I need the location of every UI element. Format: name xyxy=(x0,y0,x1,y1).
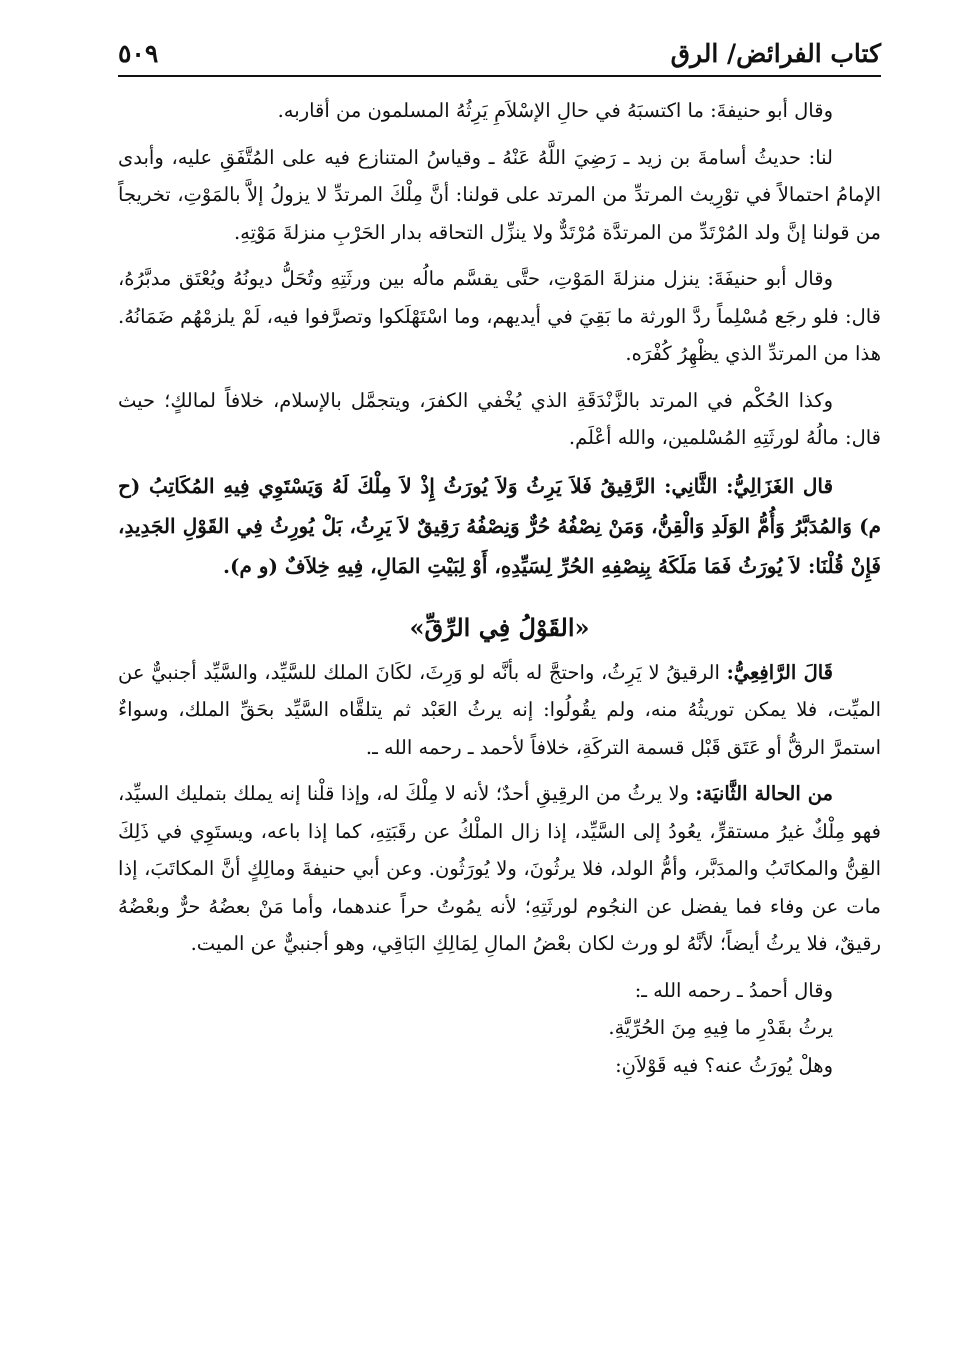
paragraph-second-state xyxy=(118,775,881,963)
paragraph-text: ولا يرثُ من الرقِيقِ أحدٌ؛ لأنه لا مِلْكَ له، وإذا قلْنا إنه يملك بتمليك السيِّد، فهو مِلْكٌ غيرُ مستقرٍّ، يعُودُ إلى السَّيِّد، إذا زال الملْكُ عن رقَبَتِهِ، كما إذا باعه، ويستَوِي في ذَلِكَ القِنُّ والمكاتَبُ والمدَبَّر، وأمُّ الولد، فلا يرثُونَ، ولا يُورَثُون. وعن أبي حنيفةَ ومالِكٍ أنَّ المكاتَبَ، إذا مات عن وفاء فما يفضل عن النجُوم لورثَتِهِ؛ لأنه يمُوتُ حراً عندهما، وأما مَنْ بعضُهُ حرٌّ وبعْضُهُ رقيقٌ، فلا يرثُ أيضاً؛ لأنَّهُ لو ورث لكان بعْضُ المالِ لِمَالِكِ البَاقِي، وهو أجنبيٌّ عن الميت. xyxy=(118,782,881,955)
line-two-opinions: وهلْ يُورَثُ عنه؟ فيه قَوْلاَنِ: xyxy=(615,1053,833,1077)
matn-ghazali-text: قال الغَزَالِيُّ: الثَّانِي: الرَّقِيقُ فَلاَ يَرِثُ وَلاَ يُورَثُ إِذْ لاَ مِلْكَ لَهُ وَيَسْتَوِي فِيهِ المُكَاتِبُ (ح م) وَالمُدَبَّرُ وَأُمُّ الوَلَدِ وَالْقِنُّ، وَمَنْ نِصْفُهُ حُرٌّ وَنِصْفُهُ رَقِيقٌ لاَ يَرِثُ، بَلْ يُورِثُ فِي القَوْلِ الجَدِيدِ، فَإِنْ قُلْنَا: لاَ يُورَثُ فَمَا مَلَكَهُ بِنِصْفِهِ الحُرِّ لِسَيِّدِهِ، أَوْ لِبَيْتِ المَالِ، فِيهِ خِلاَفٌ (و م). xyxy=(118,473,881,578)
paragraph-evidence: لنا: حديثُ أسامةَ بن زيد ـ رَضِيَ اللَّهُ عَنْهُ ـ وقياسُ المتنازع فيه على المُتَّفَقِ عليه، وأبدى الإمامُ احتمالاً في توْرِيث المرتدِّ من المرتد على قولنا: أنَّ مِلْكَ المرتدِّ لا يزولُ إلاَّ بالمَوْتِ، تخريجاً من قولنا إنَّ ولد المُرْتَدِّ من المرتدَّة مُرْتَدٌّ ولا ينزِّل التحاقه بدار الحَرْبِ منزلةَ مَوْتِهِ. xyxy=(118,145,881,244)
paragraph-lead-label: قَالَ الرَّافِعِيُّ: xyxy=(726,660,833,684)
line-ahmad-said: وقال أحمدُ ـ رحمه الله ـ: xyxy=(634,978,833,1002)
paragraph-lead-label: من الحالة الثَّانيَة: xyxy=(695,782,833,805)
paragraph-abu-hanifa-acquisition: وقال أبو حنيفةَ: ما اكتسبَهُ في حالِ الإسْلاَمِ يَرِثُهُ المسلمون من أقاربه. xyxy=(277,99,833,122)
header-divider xyxy=(118,75,881,77)
page-body xyxy=(118,92,881,1320)
paragraph-text: الرقيقُ لا يَرِثُ، واحتجَّ له بأنَّه لو وَرِثَ، لكَانَ الملك للسَّيِّد، والسَّيِّد أجنبيٌّ عن الميِّت، فلا يمكن توريثُهُ منه، ولم يقُولُوا: إنه يرثُ العَبْد ثم يتلقَّاه السَّيِّد بحَقِّ الملك، وسواءٌ استمرَّ الرقُّ أو عَتَق قَبْل قسمة التركَةِ، خلافاً لأحمد ـ رحمه الله ـ. xyxy=(118,660,881,759)
running-title: كتاب الفرائض/ الرق xyxy=(670,39,881,68)
paragraph-abu-hanifa-death-status: وقال أبو حنيفَةَ: ينزل منزلةَ المَوْتِ، حتَّى يقسَّم مالُه بين ورثَتِهِ وتُحَلُّ ديونُهُ ويُعْتَق مدبَّرُهُ، قال: فلو رجَع مُسْلِماً ردَّ الورثة ما بَقِيَ في أيديهم، وما اسْتَهْلَكوا وتصرَّفوا فيه، لَمْ يلزمْهُم ضَمَانُهُ. هذا من المرتدِّ الذي يظْهِرُ كُفْرَه. xyxy=(118,267,881,365)
line-inherits-by-freedom: يرثُ بقَدْرِ ما فِيهِ مِنَ الحُرِّيَّةِ. xyxy=(608,1016,833,1039)
paragraph-zindiq-ruling: وكذا الحُكْم في المرتد بالزَّنْدَقَةِ الذي يُخْفي الكفرَ، ويتجمَّل بالإسلام، خلافاً لمالكٍ؛ حيث قال: مالُهُ لورثَتِهِ المُسْلمين، والله أعْلَم. xyxy=(118,388,881,449)
section-heading: «القَوْلُ فِي الرِّقِّ» xyxy=(409,612,590,642)
paragraph-rafii-commentary xyxy=(118,654,881,767)
page-number: ٥٠٩ xyxy=(118,39,159,68)
page-header xyxy=(118,32,881,76)
